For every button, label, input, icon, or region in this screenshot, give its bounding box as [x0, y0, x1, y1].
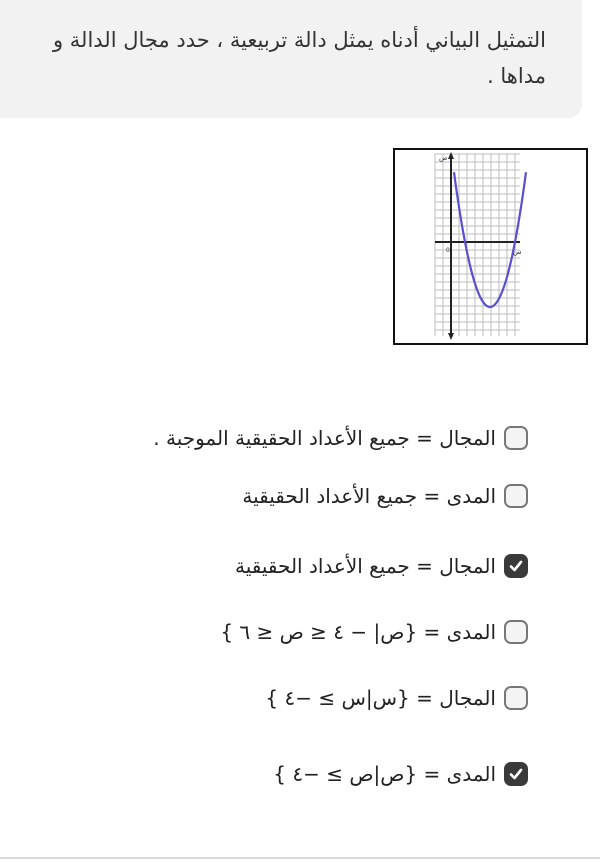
y-axis-arrow-up [448, 152, 454, 159]
option-2[interactable] [242, 474, 528, 518]
checkmark-icon [508, 766, 524, 782]
bottom-divider [0, 857, 600, 859]
option-label-4: المدى = {ص| − ٤ ≤ ص ≤ ٦ } [220, 620, 496, 644]
option-1[interactable] [153, 416, 528, 460]
checkbox-6[interactable] [504, 762, 528, 786]
origin-label: 0 [446, 247, 450, 254]
checkbox-1[interactable] [504, 426, 528, 450]
graph-svg [395, 150, 586, 343]
option-4[interactable] [220, 610, 528, 654]
checkbox-4[interactable] [504, 620, 528, 644]
option-label-2: المدى = جميع الأعداد الحقيقية [242, 484, 496, 508]
x-axis-label: س [513, 248, 522, 256]
option-label-6: المدى = {ص|ص ≥ −٤ } [273, 762, 496, 786]
y-axis-label: ص [439, 154, 448, 162]
checkmark-icon [508, 558, 524, 574]
checkbox-3[interactable] [504, 554, 528, 578]
checkbox-2[interactable] [504, 484, 528, 508]
question-card [0, 0, 582, 118]
option-label-3: المجال = جميع الأعداد الحقيقية [235, 554, 496, 578]
option-3[interactable] [235, 544, 528, 588]
option-5[interactable] [265, 676, 528, 720]
option-label-5: المجال = {س|س ≥ −٤ } [265, 686, 496, 710]
quadratic-graph [393, 148, 588, 345]
question-text: التمثيل البياني أدناه يمثل دالة تربيعية ، حدد مجال الدالة و مداها . [52, 28, 546, 88]
y-axis-arrow-down [448, 333, 454, 340]
option-label-1: المجال = جميع الأعداد الحقيقية الموجبة . [153, 426, 496, 450]
checkbox-5[interactable] [504, 686, 528, 710]
option-6[interactable] [273, 752, 528, 796]
